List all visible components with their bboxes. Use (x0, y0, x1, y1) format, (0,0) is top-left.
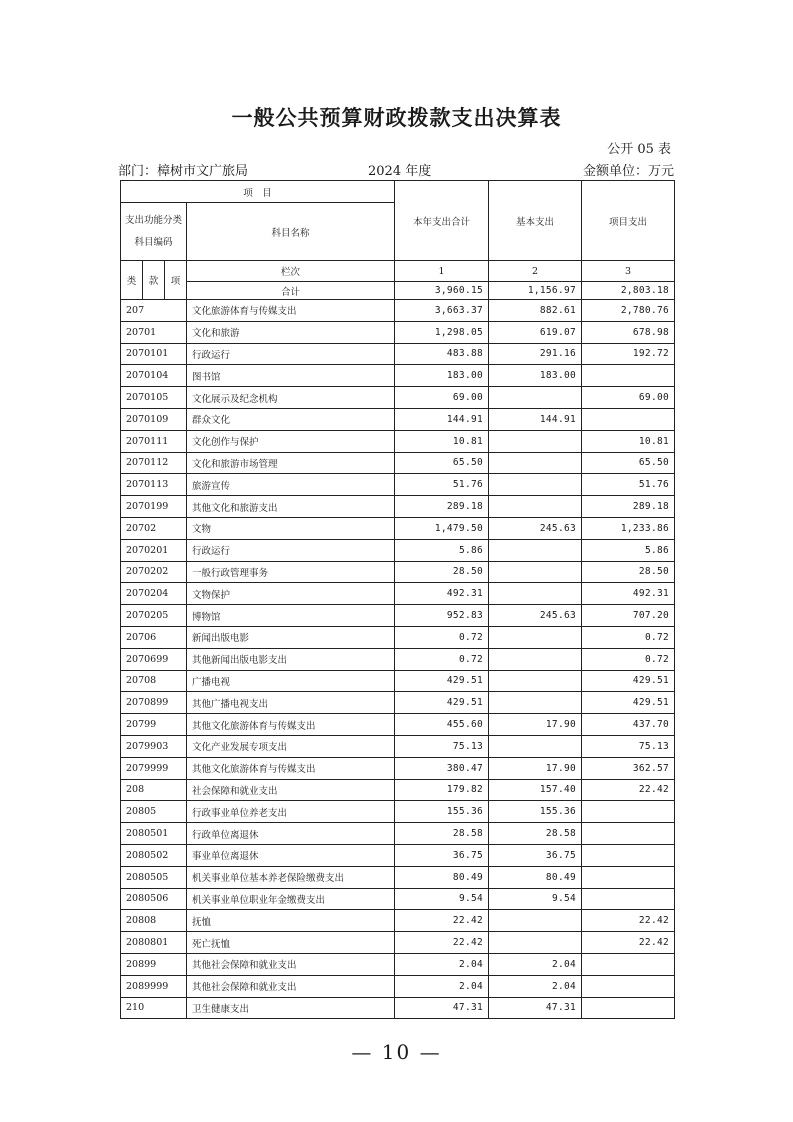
row-code: 2070105 (121, 387, 187, 409)
row-code: 2070109 (121, 408, 187, 430)
row-subject-name: 其他广播电视支出 (187, 692, 395, 714)
row-subject-name: 文物 (187, 517, 395, 539)
table-row (121, 408, 675, 430)
table-row (121, 910, 675, 932)
row-subject-name: 文化和旅游市场管理 (187, 452, 395, 474)
row-project: 22.42 (582, 779, 675, 801)
row-basic (489, 648, 582, 670)
table-row (121, 343, 675, 365)
project-header: 项 目 (121, 181, 395, 203)
row-subject-name: 机关事业单位基本养老保险缴费支出 (187, 866, 395, 888)
table-row (121, 714, 675, 736)
row-project: 289.18 (582, 496, 675, 518)
year-label: 2024 年度 (368, 164, 432, 179)
row-subject-name: 行政单位离退休 (187, 823, 395, 845)
table-row (121, 648, 675, 670)
table-row (121, 670, 675, 692)
lanci-label: 栏次 (187, 261, 395, 282)
row-basic (489, 670, 582, 692)
row-subject-name: 抚恤 (187, 910, 395, 932)
table-row (121, 735, 675, 757)
row-project: 69.00 (582, 387, 675, 409)
row-basic: 157.40 (489, 779, 582, 801)
row-total: 51.76 (395, 474, 489, 496)
table-row (121, 692, 675, 714)
row-subject-name: 一般行政管理事务 (187, 561, 395, 583)
table-row (121, 365, 675, 387)
row-project: 22.42 (582, 932, 675, 954)
row-code: 2070111 (121, 430, 187, 452)
row-project: 5.86 (582, 539, 675, 561)
row-subject-name: 死亡抚恤 (187, 932, 395, 954)
row-code: 2080502 (121, 844, 187, 866)
row-total: 3,663.37 (395, 300, 489, 322)
row-subject-name: 其他文化旅游体育与传媒支出 (187, 757, 395, 779)
table-row (121, 452, 675, 474)
total-row-total: 3,960.15 (395, 282, 489, 300)
row-basic: 9.54 (489, 888, 582, 910)
row-project (582, 953, 675, 975)
table-row (121, 844, 675, 866)
total-column-header: 本年支出合计 (395, 181, 489, 261)
row-subject-name: 卫生健康支出 (187, 997, 395, 1019)
row-total: 28.50 (395, 561, 489, 583)
total-row-basic: 1,156.97 (489, 282, 582, 300)
row-basic: 155.36 (489, 801, 582, 823)
row-subject-name: 旅游宣传 (187, 474, 395, 496)
row-project: 707.20 (582, 605, 675, 627)
row-subject-name: 其他文化旅游体育与传媒支出 (187, 714, 395, 736)
table-row (121, 932, 675, 954)
row-basic: 245.63 (489, 605, 582, 627)
row-subject-name: 图书馆 (187, 365, 395, 387)
unit-label: 金额单位：万元 (582, 164, 674, 179)
table-row (121, 496, 675, 518)
row-total: 144.91 (395, 408, 489, 430)
header-row-1 (121, 181, 675, 203)
table-row (121, 517, 675, 539)
table-row (121, 430, 675, 452)
expenditure-table (120, 180, 675, 1019)
row-project (582, 801, 675, 823)
row-project: 362.57 (582, 757, 675, 779)
row-total: 429.51 (395, 692, 489, 714)
row-total: 2.04 (395, 953, 489, 975)
row-basic: 183.00 (489, 365, 582, 387)
row-project: 0.72 (582, 626, 675, 648)
row-project: 65.50 (582, 452, 675, 474)
row-project: 51.76 (582, 474, 675, 496)
row-project (582, 823, 675, 845)
header-row-3 (121, 261, 675, 282)
row-code: 208 (121, 779, 187, 801)
table-row (121, 605, 675, 627)
row-code: 20805 (121, 801, 187, 823)
column-index-1: 1 (395, 261, 489, 282)
row-code: 2070205 (121, 605, 187, 627)
table-row (121, 779, 675, 801)
row-basic: 291.16 (489, 343, 582, 365)
row-code: 2070101 (121, 343, 187, 365)
row-project (582, 844, 675, 866)
total-row (121, 282, 675, 300)
row-subject-name: 文化旅游体育与传媒支出 (187, 300, 395, 322)
row-code: 2080501 (121, 823, 187, 845)
row-code: 2070104 (121, 365, 187, 387)
row-basic (489, 474, 582, 496)
row-basic: 47.31 (489, 997, 582, 1019)
row-project (582, 997, 675, 1019)
page-title: 一般公共预算财政拨款支出决算表 (231, 106, 562, 130)
kuan-header: 款 (143, 261, 165, 300)
row-project (582, 408, 675, 430)
row-basic (489, 692, 582, 714)
table-row (121, 321, 675, 343)
row-total: 10.81 (395, 430, 489, 452)
total-row-label: 合计 (187, 282, 395, 300)
row-basic (489, 932, 582, 954)
row-code: 2070199 (121, 496, 187, 518)
row-basic: 619.07 (489, 321, 582, 343)
row-basic (489, 452, 582, 474)
row-project (582, 365, 675, 387)
row-total: 75.13 (395, 735, 489, 757)
row-basic: 144.91 (489, 408, 582, 430)
row-total: 0.72 (395, 626, 489, 648)
row-total: 179.82 (395, 779, 489, 801)
row-project: 10.81 (582, 430, 675, 452)
row-basic (489, 539, 582, 561)
row-total: 380.47 (395, 757, 489, 779)
row-total: 9.54 (395, 888, 489, 910)
row-subject-name: 机关事业单位职业年金缴费支出 (187, 888, 395, 910)
row-code: 2089999 (121, 975, 187, 997)
row-code: 2070699 (121, 648, 187, 670)
table-row (121, 300, 675, 322)
row-total: 22.42 (395, 932, 489, 954)
table-row (121, 801, 675, 823)
row-subject-name: 博物馆 (187, 605, 395, 627)
row-code: 2070112 (121, 452, 187, 474)
row-basic: 2.04 (489, 953, 582, 975)
row-project: 678.98 (582, 321, 675, 343)
row-project: 192.72 (582, 343, 675, 365)
row-total: 47.31 (395, 997, 489, 1019)
column-index-2: 2 (489, 261, 582, 282)
row-code: 2070899 (121, 692, 187, 714)
row-code: 2079903 (121, 735, 187, 757)
row-project (582, 866, 675, 888)
table-row (121, 474, 675, 496)
row-total: 155.36 (395, 801, 489, 823)
row-code: 20708 (121, 670, 187, 692)
row-project: 429.51 (582, 670, 675, 692)
row-total: 952.83 (395, 605, 489, 627)
row-total: 22.42 (395, 910, 489, 932)
table-row (121, 975, 675, 997)
row-project: 1,233.86 (582, 517, 675, 539)
row-subject-name: 其他社会保障和就业支出 (187, 953, 395, 975)
row-code: 2070201 (121, 539, 187, 561)
row-basic (489, 387, 582, 409)
department-label: 部门：樟树市文广旅局 (118, 164, 249, 179)
row-project: 75.13 (582, 735, 675, 757)
row-subject-name: 其他文化和旅游支出 (187, 496, 395, 518)
row-total: 80.49 (395, 866, 489, 888)
row-subject-name: 其他新闻出版电影支出 (187, 648, 395, 670)
row-code: 2079999 (121, 757, 187, 779)
row-subject-name: 行政运行 (187, 539, 395, 561)
row-basic (489, 496, 582, 518)
func-code-header: 支出功能分类科目编码 (121, 203, 187, 261)
row-total: 65.50 (395, 452, 489, 474)
row-subject-name: 文物保护 (187, 583, 395, 605)
row-project (582, 975, 675, 997)
row-total: 455.60 (395, 714, 489, 736)
row-basic (489, 561, 582, 583)
total-row-project: 2,803.18 (582, 282, 675, 300)
row-basic: 36.75 (489, 844, 582, 866)
row-code: 2070113 (121, 474, 187, 496)
row-code: 2080801 (121, 932, 187, 954)
row-subject-name: 行政运行 (187, 343, 395, 365)
row-total: 289.18 (395, 496, 489, 518)
row-code: 20899 (121, 953, 187, 975)
row-total: 483.88 (395, 343, 489, 365)
lei-header: 类 (121, 261, 143, 300)
row-subject-name: 广播电视 (187, 670, 395, 692)
table-row (121, 583, 675, 605)
row-total: 28.58 (395, 823, 489, 845)
row-code: 20701 (121, 321, 187, 343)
row-subject-name: 文化和旅游 (187, 321, 395, 343)
meta-row (118, 160, 674, 178)
row-basic (489, 583, 582, 605)
row-subject-name: 文化创作与保护 (187, 430, 395, 452)
column-index-3: 3 (582, 261, 675, 282)
row-project: 0.72 (582, 648, 675, 670)
table-row (121, 539, 675, 561)
row-total: 429.51 (395, 670, 489, 692)
row-code: 2070202 (121, 561, 187, 583)
row-code: 2080506 (121, 888, 187, 910)
row-basic (489, 626, 582, 648)
row-code: 20702 (121, 517, 187, 539)
row-project: 492.31 (582, 583, 675, 605)
row-basic: 28.58 (489, 823, 582, 845)
table-row (121, 561, 675, 583)
row-project: 28.50 (582, 561, 675, 583)
subject-name-header: 科目名称 (187, 203, 395, 261)
row-code: 210 (121, 997, 187, 1019)
row-subject-name: 群众文化 (187, 408, 395, 430)
row-total: 492.31 (395, 583, 489, 605)
row-subject-name: 文化展示及纪念机构 (187, 387, 395, 409)
row-project: 429.51 (582, 692, 675, 714)
basic-column-header: 基本支出 (489, 181, 582, 261)
row-code: 2070204 (121, 583, 187, 605)
row-subject-name: 其他社会保障和就业支出 (187, 975, 395, 997)
table-row (121, 757, 675, 779)
row-basic: 245.63 (489, 517, 582, 539)
row-basic: 17.90 (489, 714, 582, 736)
row-code: 2080505 (121, 866, 187, 888)
row-basic: 17.90 (489, 757, 582, 779)
row-basic (489, 910, 582, 932)
row-total: 2.04 (395, 975, 489, 997)
row-subject-name: 事业单位离退休 (187, 844, 395, 866)
row-project: 2,780.76 (582, 300, 675, 322)
row-basic: 80.49 (489, 866, 582, 888)
table-row (121, 888, 675, 910)
row-basic (489, 430, 582, 452)
row-project: 22.42 (582, 910, 675, 932)
form-number: 公开 05 表 (607, 142, 671, 157)
table-row (121, 626, 675, 648)
row-basic: 2.04 (489, 975, 582, 997)
row-subject-name: 社会保障和就业支出 (187, 779, 395, 801)
row-total: 5.86 (395, 539, 489, 561)
row-project (582, 888, 675, 910)
xiang-header: 项 (165, 261, 187, 300)
table-row (121, 823, 675, 845)
table-row (121, 997, 675, 1019)
table-row (121, 953, 675, 975)
table-row (121, 387, 675, 409)
row-total: 1,298.05 (395, 321, 489, 343)
row-total: 1,479.50 (395, 517, 489, 539)
row-code: 207 (121, 300, 187, 322)
row-subject-name: 文化产业发展专项支出 (187, 735, 395, 757)
row-subject-name: 行政事业单位养老支出 (187, 801, 395, 823)
page-number: — 10 — (351, 1040, 442, 1064)
row-project: 437.70 (582, 714, 675, 736)
row-code: 20706 (121, 626, 187, 648)
row-total: 69.00 (395, 387, 489, 409)
table-row (121, 866, 675, 888)
row-code: 20799 (121, 714, 187, 736)
row-total: 183.00 (395, 365, 489, 387)
row-total: 0.72 (395, 648, 489, 670)
project-column-header: 项目支出 (582, 181, 675, 261)
row-basic (489, 735, 582, 757)
row-basic: 882.61 (489, 300, 582, 322)
row-subject-name: 新闻出版电影 (187, 626, 395, 648)
row-code: 20808 (121, 910, 187, 932)
row-total: 36.75 (395, 844, 489, 866)
